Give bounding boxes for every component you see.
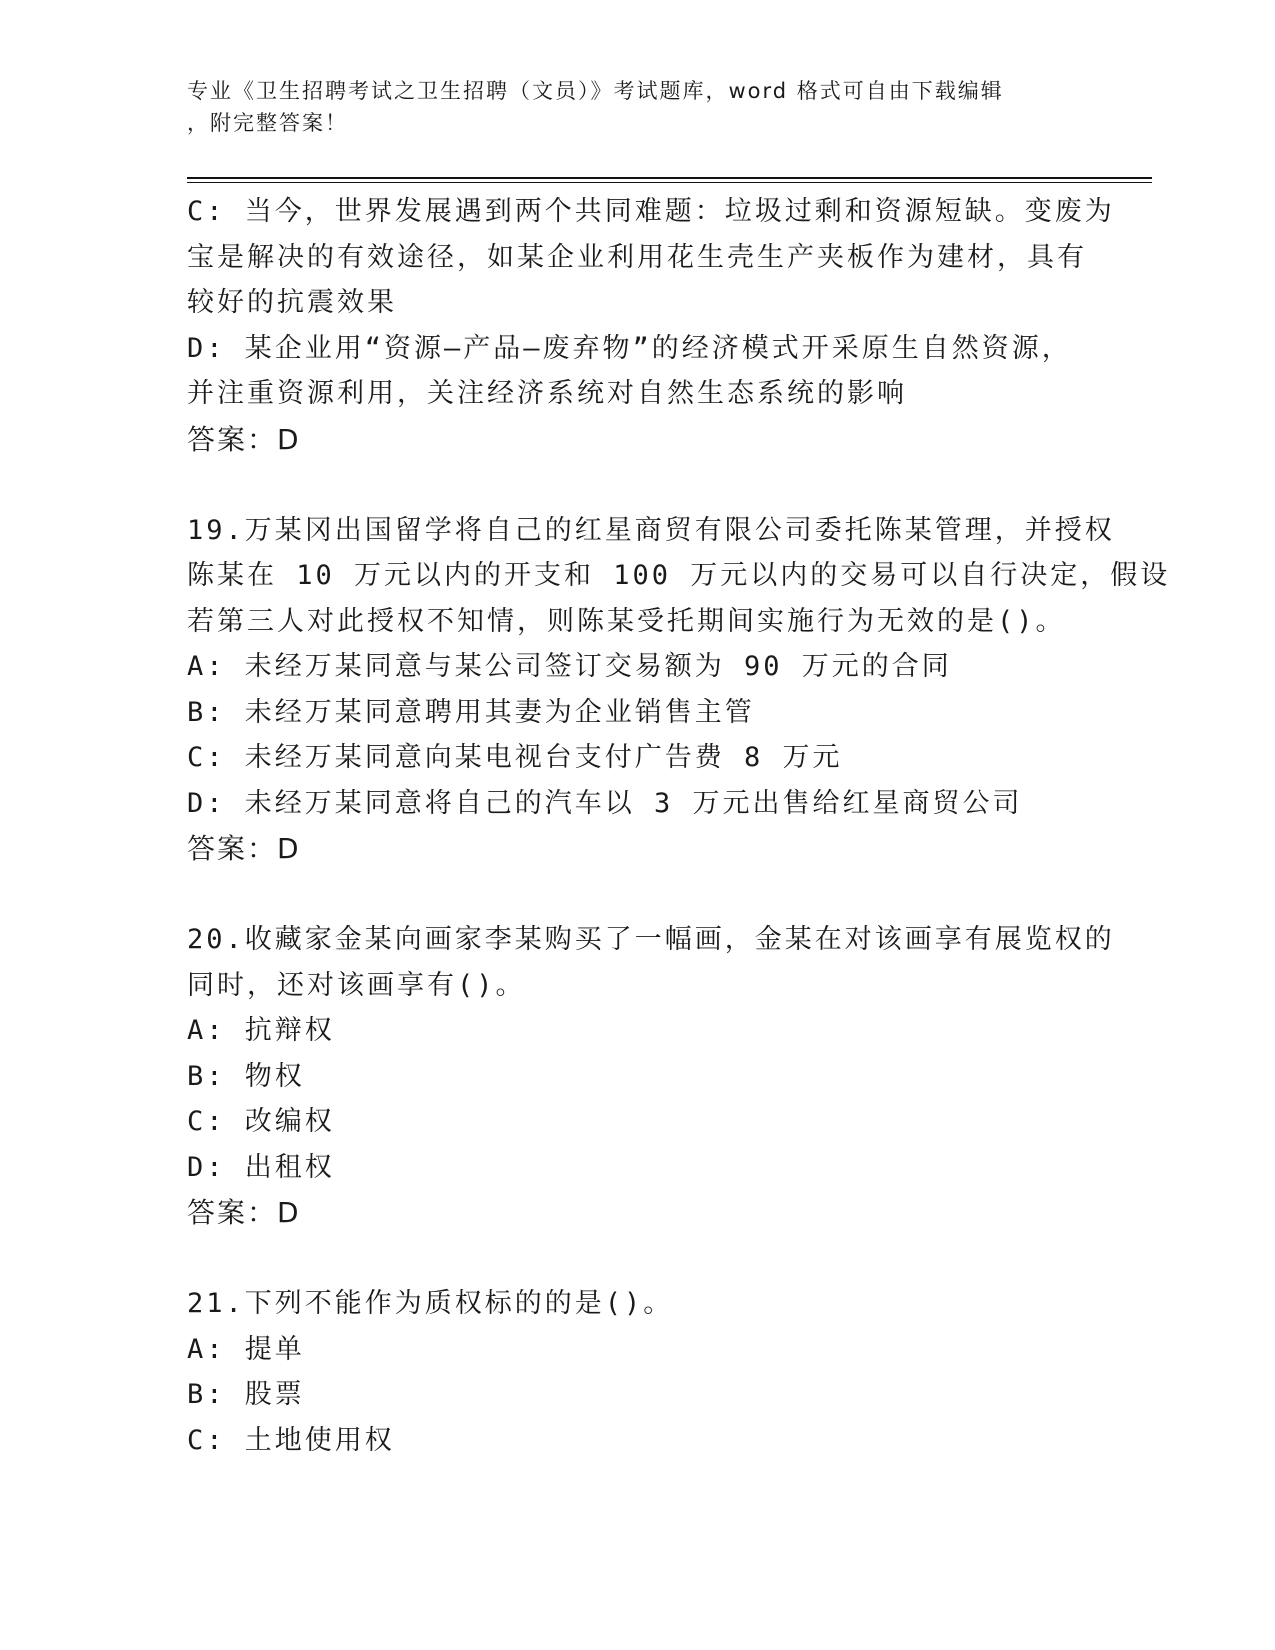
option-d: D: 出租权 bbox=[187, 1151, 335, 1183]
answer-label: 答案：D bbox=[187, 422, 301, 456]
answer-label: 答案：D bbox=[187, 1196, 301, 1229]
option-d-line-2: 并注重资源利用，关注经济系统对自然生态系统的影响 bbox=[187, 378, 907, 409]
option-b: B: 未经万某同意聘用其妻为企业销售主管 bbox=[187, 696, 755, 728]
header-line-1: 专业《卫生招聘考试之卫生招聘（文员）》考试题库，word 格式可自由下载编辑 bbox=[187, 79, 1004, 103]
question-19 bbox=[187, 508, 1171, 872]
option-c: C: 未经万某同意向某电视台支付广告费 8 万元 bbox=[187, 742, 843, 773]
question-18-continued bbox=[187, 189, 1115, 462]
question-20 bbox=[187, 917, 1115, 1236]
question-stem-line: 陈某在 10 万元以内的开支和 100 万元以内的交易可以自行决定，假设 bbox=[187, 560, 1171, 591]
option-c-line-2: 宝是解决的有效途径，如某企业利用花生壳生产夹板作为建材，具有 bbox=[187, 241, 1087, 273]
header-line-2: ，附完整答案！ bbox=[187, 111, 348, 135]
header-divider-thick bbox=[187, 177, 1152, 179]
spacer bbox=[187, 1236, 1087, 1282]
question-stem-line: 同时，还对该画享有()。 bbox=[187, 969, 526, 1001]
option-d-line-1: D: 某企业用“资源—产品—废弃物”的经济模式开采原生自然资源， bbox=[187, 332, 1072, 364]
question-21 bbox=[187, 1281, 1087, 1463]
option-a: A: 提单 bbox=[187, 1333, 305, 1365]
question-stem-line: 20.收藏家金某向画家李某购买了一幅画，金某在对该画享有展览权的 bbox=[187, 924, 1115, 955]
header-divider-thin bbox=[187, 182, 1152, 183]
option-b: B: 股票 bbox=[187, 1379, 305, 1410]
spacer bbox=[187, 872, 1087, 918]
option-c-line-3: 较好的抗震效果 bbox=[187, 287, 397, 318]
document-body bbox=[187, 189, 1171, 1463]
option-c-line-1: C: 当今，世界发展遇到两个共同难题：垃圾过剩和资源短缺。变废为 bbox=[187, 196, 1115, 227]
option-c: C: 土地使用权 bbox=[187, 1424, 395, 1456]
option-d: D: 未经万某同意将自己的汽车以 3 万元出售给红星商贸公司 bbox=[187, 787, 1023, 819]
question-stem-line: 21.下列不能作为质权标的的是()。 bbox=[187, 1288, 674, 1319]
option-c: C: 改编权 bbox=[187, 1106, 335, 1137]
spacer bbox=[187, 462, 1087, 508]
document-header bbox=[187, 75, 1087, 139]
question-stem-line: 若第三人对此授权不知情，则陈某受托期间实施行为无效的是()。 bbox=[187, 605, 1066, 637]
option-b: B: 物权 bbox=[187, 1060, 305, 1092]
answer-label: 答案：D bbox=[187, 832, 301, 865]
question-stem-line: 19.万某冈出国留学将自己的红星商贸有限公司委托陈某管理，并授权 bbox=[187, 514, 1115, 546]
option-a: A: 未经万某同意与某公司签订交易额为 90 万元的合同 bbox=[187, 651, 952, 682]
option-a: A: 抗辩权 bbox=[187, 1015, 335, 1046]
